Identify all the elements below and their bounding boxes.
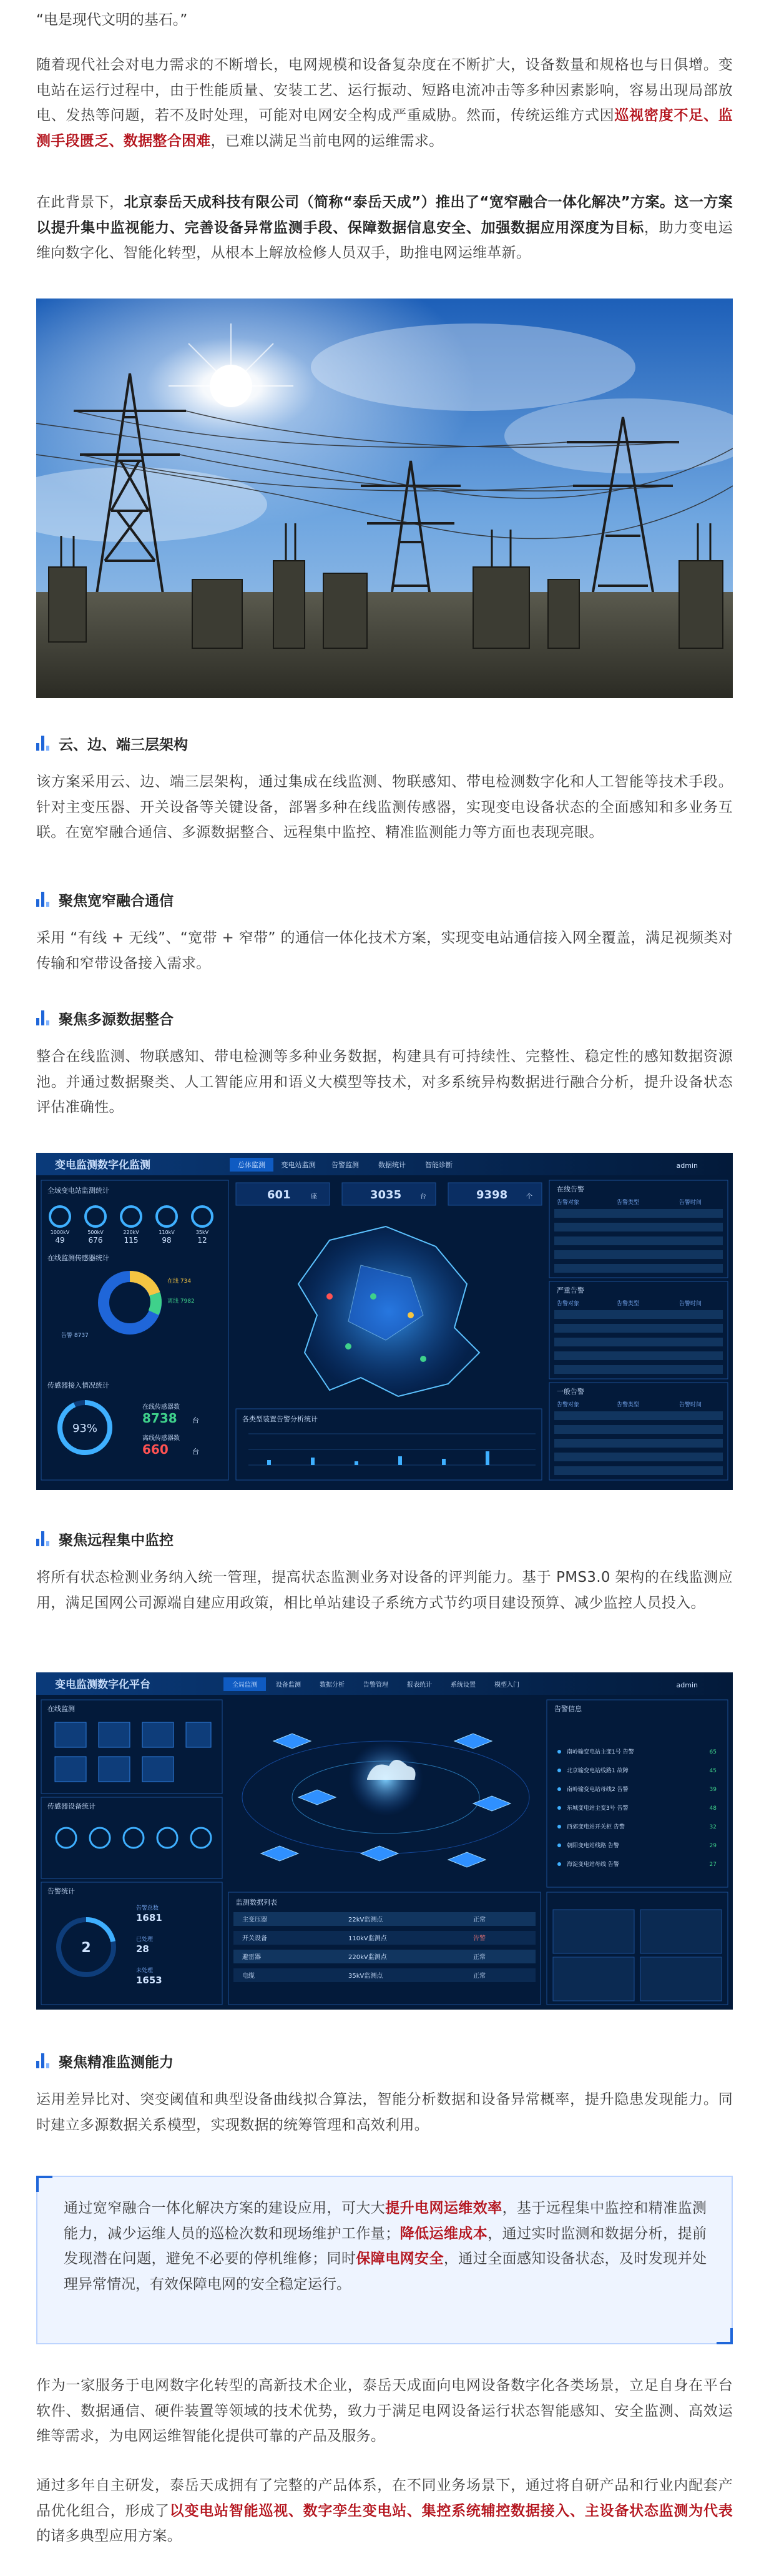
- svg-text:在线监测: 在线监测: [47, 1705, 75, 1713]
- svg-text:个: 个: [526, 1193, 532, 1200]
- substation-photo: [36, 299, 733, 698]
- section-title: 聚焦远程集中监控: [59, 1532, 174, 1549]
- substation-photo-illustration: [36, 299, 733, 698]
- section-body-precision: [36, 2087, 733, 2138]
- svg-text:东城变电站主变3号 告警: 东城变电站主变3号 告警: [567, 1805, 629, 1812]
- dashboard-screenshot-2: [36, 1672, 733, 2010]
- svg-text:1000kV: 1000kV: [50, 1230, 70, 1235]
- svg-text:海淀变电站母线 告警: 海淀变电站母线 告警: [567, 1862, 619, 1868]
- svg-text:28: 28: [136, 1943, 149, 1955]
- svg-text:49: 49: [55, 1236, 65, 1245]
- outro-paragraph-2: [36, 2473, 733, 2549]
- svg-text:南岭输变电站主变1号 告警: 南岭输变电站主变1号 告警: [567, 1749, 634, 1755]
- svg-text:电缆: 电缆: [242, 1973, 255, 1980]
- svg-text:全局监测: 全局监测: [232, 1682, 257, 1689]
- svg-text:2: 2: [81, 1940, 91, 1956]
- section-body-remote-monitoring: [36, 1565, 733, 1616]
- section-title: 聚焦宽窄融合通信: [59, 892, 174, 909]
- svg-text:开关设备: 开关设备: [242, 1935, 267, 1942]
- section-bars-icon: [36, 1010, 50, 1025]
- svg-text:在线 734: 在线 734: [167, 1278, 192, 1285]
- svg-text:告警: 告警: [473, 1935, 486, 1942]
- svg-text:系统设置: 系统设置: [451, 1682, 476, 1689]
- svg-text:一般告警: 一般告警: [557, 1388, 584, 1396]
- section-text: 采用 “有线 + 无线”、“宽带 + 窄带” 的通信一体化技术方案，实现变电站通信接入网全覆盖，满足视频类对传输和窄带设备接入需求。: [36, 930, 733, 972]
- tab-label: 数据统计: [378, 1161, 406, 1169]
- svg-text:12: 12: [197, 1236, 207, 1245]
- intro-paragraph-1: [36, 52, 733, 154]
- svg-text:告警类型: 告警类型: [617, 1301, 640, 1307]
- dashboard-title: 变电监测数字化监测: [55, 1159, 150, 1172]
- user-name: admin: [676, 1681, 698, 1689]
- panel-title: 传感器接入情况统计: [47, 1381, 109, 1389]
- panel-title: 在线监测传感器统计: [47, 1254, 109, 1262]
- section-text: 运用差异比对、突变阈值和典型设备曲线拟合算法，智能分析数据和设备异常概率，提升隐患发现能力。同时建立多源数据关系模型，实现数据的统筹管理和高效利用。: [36, 2091, 733, 2133]
- section-bars-icon: [36, 892, 50, 907]
- svg-text:告警统计: 告警统计: [47, 1887, 75, 1895]
- svg-text:48: 48: [709, 1805, 717, 1812]
- svg-text:正常: 正常: [473, 1973, 486, 1980]
- svg-text:3035: 3035: [370, 1188, 402, 1202]
- intro2-text: 在此背景下，: [36, 194, 124, 210]
- svg-text:离线 7982: 离线 7982: [167, 1298, 195, 1305]
- svg-text:220kV监测点: 220kV监测点: [348, 1954, 387, 1961]
- monitoring-dashboard-2: [36, 1672, 733, 2010]
- callout-corner: [717, 2328, 733, 2344]
- svg-text:29: 29: [709, 1843, 717, 1849]
- svg-text:1653: 1653: [136, 1975, 162, 1986]
- svg-text:传感器设备统计: 传感器设备统计: [47, 1802, 96, 1810]
- svg-text:严重告警: 严重告警: [557, 1286, 584, 1295]
- svg-text:500kV: 500kV: [87, 1230, 104, 1235]
- svg-text:676: 676: [88, 1236, 103, 1245]
- section-heading-architecture: [36, 732, 188, 754]
- svg-text:告警时间: 告警时间: [679, 1200, 702, 1206]
- outro2-emphasis: 以变电站智能巡视、数字孪生变电站、集控系统辅控数据接入、主设备状态监测为代表: [169, 2502, 733, 2519]
- monitoring-dashboard-1: [36, 1153, 733, 1490]
- svg-text:1681: 1681: [136, 1912, 162, 1923]
- outro2-text: 通过多年自主研发，泰岳天成拥有了完整的产品体系，在不同业务场景下，通过将自研产品和行业内配套产品优化组合，形成了: [36, 2477, 733, 2519]
- svg-text:模型入门: 模型入门: [494, 1682, 519, 1689]
- svg-text:监测数据列表: 监测数据列表: [236, 1898, 277, 1907]
- section-body-communication: [36, 925, 733, 976]
- opening-quote: “电是现代文明的基石。”: [36, 12, 188, 28]
- svg-text:南岭输变电站母线2 告警: 南岭输变电站母线2 告警: [567, 1787, 629, 1793]
- svg-text:台: 台: [192, 1416, 199, 1424]
- intro-text-end: ，已难以满足当前电网的运维需求。: [210, 132, 444, 149]
- section-text: 整合在线监测、物联感知、带电检测等多种业务数据，构建具有可持续性、完整性、稳定性的感知数据资源池。并通过数据聚类、人工智能应用和语义大模型等技术，对多系统异构数据进行融合分析，提升设备状态评估准确性。: [36, 1049, 733, 1115]
- svg-text:告警类型: 告警类型: [617, 1200, 640, 1206]
- section-bars-icon: [36, 2053, 50, 2068]
- svg-text:601: 601: [267, 1188, 291, 1202]
- tab-label: 告警监测: [331, 1161, 359, 1169]
- svg-text:660: 660: [142, 1442, 169, 1457]
- kpi-row: [236, 1183, 542, 1205]
- svg-text:告警总数: 告警总数: [136, 1905, 159, 1912]
- svg-text:数据分析: 数据分析: [320, 1682, 345, 1689]
- svg-text:西郊变电站开关柜 告警: 西郊变电站开关柜 告警: [567, 1824, 625, 1830]
- svg-text:93%: 93%: [72, 1422, 98, 1435]
- dashboard-screenshot-1: [36, 1153, 733, 1490]
- dashboard-title: 变电监测数字化平台: [55, 1679, 150, 1691]
- svg-text:110kV: 110kV: [159, 1230, 175, 1235]
- svg-text:座: 座: [311, 1193, 317, 1200]
- svg-text:110kV监测点: 110kV监测点: [348, 1935, 387, 1942]
- svg-text:在线告警: 在线告警: [557, 1185, 584, 1193]
- svg-text:告警类型: 告警类型: [617, 1402, 640, 1408]
- section-bars-icon: [36, 736, 50, 751]
- svg-text:39: 39: [709, 1787, 717, 1793]
- svg-text:告警管理: 告警管理: [363, 1682, 388, 1689]
- svg-text:朝阳变电站线路 告警: 朝阳变电站线路 告警: [567, 1843, 619, 1849]
- user-name: admin: [676, 1162, 698, 1170]
- svg-text:告警 8737: 告警 8737: [61, 1333, 89, 1339]
- summary-callout: [36, 2176, 733, 2344]
- svg-text:115: 115: [124, 1236, 139, 1245]
- svg-text:35kV监测点: 35kV监测点: [348, 1973, 383, 1980]
- section-title: 聚焦精准监测能力: [59, 2054, 174, 2071]
- section-body-data-integration: [36, 1044, 733, 1120]
- svg-text:32: 32: [709, 1824, 717, 1830]
- svg-text:告警时间: 告警时间: [679, 1301, 702, 1307]
- section-text: 该方案采用云、边、端三层架构，通过集成在线监测、物联感知、带电检测数字化和人工智能等技术手段。针对主变压器、开关设备等关键设备，部署多种在线监测传感器，实现变电设备状态的全面感知和多业务互联。在宽窄融合通信、多源数据整合、远程集中监控、精准监测能力等方面也表现亮眼。: [36, 774, 733, 841]
- svg-text:北京输变电站线路1 故障: 北京输变电站线路1 故障: [567, 1768, 629, 1774]
- tab-label: 智能诊断: [425, 1161, 453, 1169]
- intro2-text-end: ，助力变电运维向数字化、智能化转型，从根本上解放检修人员双手，助推电网运维革新。: [36, 219, 733, 261]
- section-heading-remote-monitoring: [36, 1527, 174, 1550]
- section-text: 将所有状态检测业务纳入统一管理，提高状态监测业务对设备的评判能力。基于 PMS3.0 架构的在线监测应用，满足国网公司源端自建应用政策，相比单站建设子系统方式节约项目建设预算、减少监控人员投入。: [36, 1569, 733, 1611]
- svg-text:告警信息: 告警信息: [554, 1705, 582, 1713]
- svg-text:22kV监测点: 22kV监测点: [348, 1917, 383, 1923]
- svg-text:正常: 正常: [473, 1954, 486, 1961]
- svg-text:在线传感器数: 在线传感器数: [142, 1404, 180, 1411]
- svg-text:台: 台: [420, 1193, 426, 1200]
- svg-text:正常: 正常: [473, 1917, 486, 1923]
- svg-text:已处理: 已处理: [136, 1937, 154, 1943]
- section-body-architecture: [36, 769, 733, 846]
- tab-label: 变电站监测: [281, 1161, 316, 1169]
- section-bars-icon: [36, 1531, 50, 1546]
- svg-text:主变压器: 主变压器: [242, 1917, 267, 1923]
- intro2-emphasis: 北京泰岳天成科技有限公司（简称“泰岳天成”）推出了“宽窄融合一体化解决”方案。这一方案以提升集中监视能力、完善设备异常监测手段、保障数据信息安全、加强数据应用深度为目标: [36, 194, 733, 236]
- section-title: 聚焦多源数据整合: [59, 1011, 174, 1028]
- svg-text:35kV: 35kV: [195, 1230, 209, 1235]
- callout-text: 通过宽窄融合一体化解决方案的建设应用，可大大提升电网运维效率，基于远程集中监控和精准监测能力，减少运维人员的巡检次数和现场维护工作量；降低运维成本，通过实时监测和数据分析，提前发现潜在问题，避免不必要的停机维修；同时保障电网安全，通过全面感知设备状态，及时发现并处理异常情况，有效保障电网的安全稳定运行。: [64, 2200, 707, 2292]
- svg-text:离线传感器数: 离线传感器数: [142, 1435, 180, 1442]
- tab-label: 总体监测: [238, 1161, 265, 1169]
- panel-title: 全域变电站监测统计: [47, 1187, 109, 1195]
- svg-text:27: 27: [709, 1862, 717, 1868]
- svg-text:45: 45: [709, 1768, 717, 1774]
- svg-text:告警对象: 告警对象: [557, 1402, 580, 1408]
- svg-text:220kV: 220kV: [123, 1230, 139, 1235]
- intro-emphasis: 巡视密度不足、监测手段匮乏、数据整合困难: [36, 107, 733, 149]
- svg-text:8738: 8738: [142, 1411, 177, 1426]
- panel-title: 各类型装置告警分析统计: [242, 1415, 318, 1423]
- outro-text: 作为一家服务于电网数字化转型的高新技术企业，泰岳天成面向电网设备数字化各类场景，立足自身在平台软件、数据通信、硬件装置等领域的技术优势，致力于满足电网设备运行状态智能感知、安全监测、高效运维等需求，为电网运维智能化提供可靠的产品及服务。: [36, 2377, 733, 2444]
- intro-paragraph-2: [36, 190, 733, 266]
- section-heading-communication: [36, 888, 174, 910]
- outro2-text-end: 的诸多典型应用方案。: [36, 2528, 182, 2544]
- section-heading-data-integration: [36, 1007, 174, 1029]
- svg-text:告警对象: 告警对象: [557, 1301, 580, 1307]
- svg-text:65: 65: [709, 1749, 717, 1755]
- intro-text: 随着现代社会对电力需求的不断增长，电网规模和设备复杂度在不断扩大，设备数量和规格也与日俱增。变电站在运行过程中，由于性能质量、安装工艺、运行振动、短路电流冲击等多种因素影响，容易出现局部放电、发热等问题，若不及时处理，可能对电网安全构成严重威胁。然而，传统运维方式因: [36, 57, 733, 124]
- svg-text:告警时间: 告警时间: [679, 1402, 702, 1408]
- section-heading-precision: [36, 2050, 174, 2072]
- section-title: 云、边、端三层架构: [59, 736, 188, 753]
- svg-text:报表统计: 报表统计: [407, 1682, 432, 1689]
- svg-text:98: 98: [162, 1236, 172, 1245]
- callout-corner: [36, 2176, 52, 2192]
- svg-text:告警对象: 告警对象: [557, 1200, 580, 1206]
- svg-text:9398: 9398: [476, 1188, 508, 1202]
- svg-text:避雷器: 避雷器: [242, 1954, 261, 1961]
- svg-text:台: 台: [192, 1448, 199, 1456]
- outro-paragraph-1: [36, 2373, 733, 2449]
- svg-text:未处理: 未处理: [136, 1968, 154, 1974]
- svg-text:设备监测: 设备监测: [276, 1682, 301, 1689]
